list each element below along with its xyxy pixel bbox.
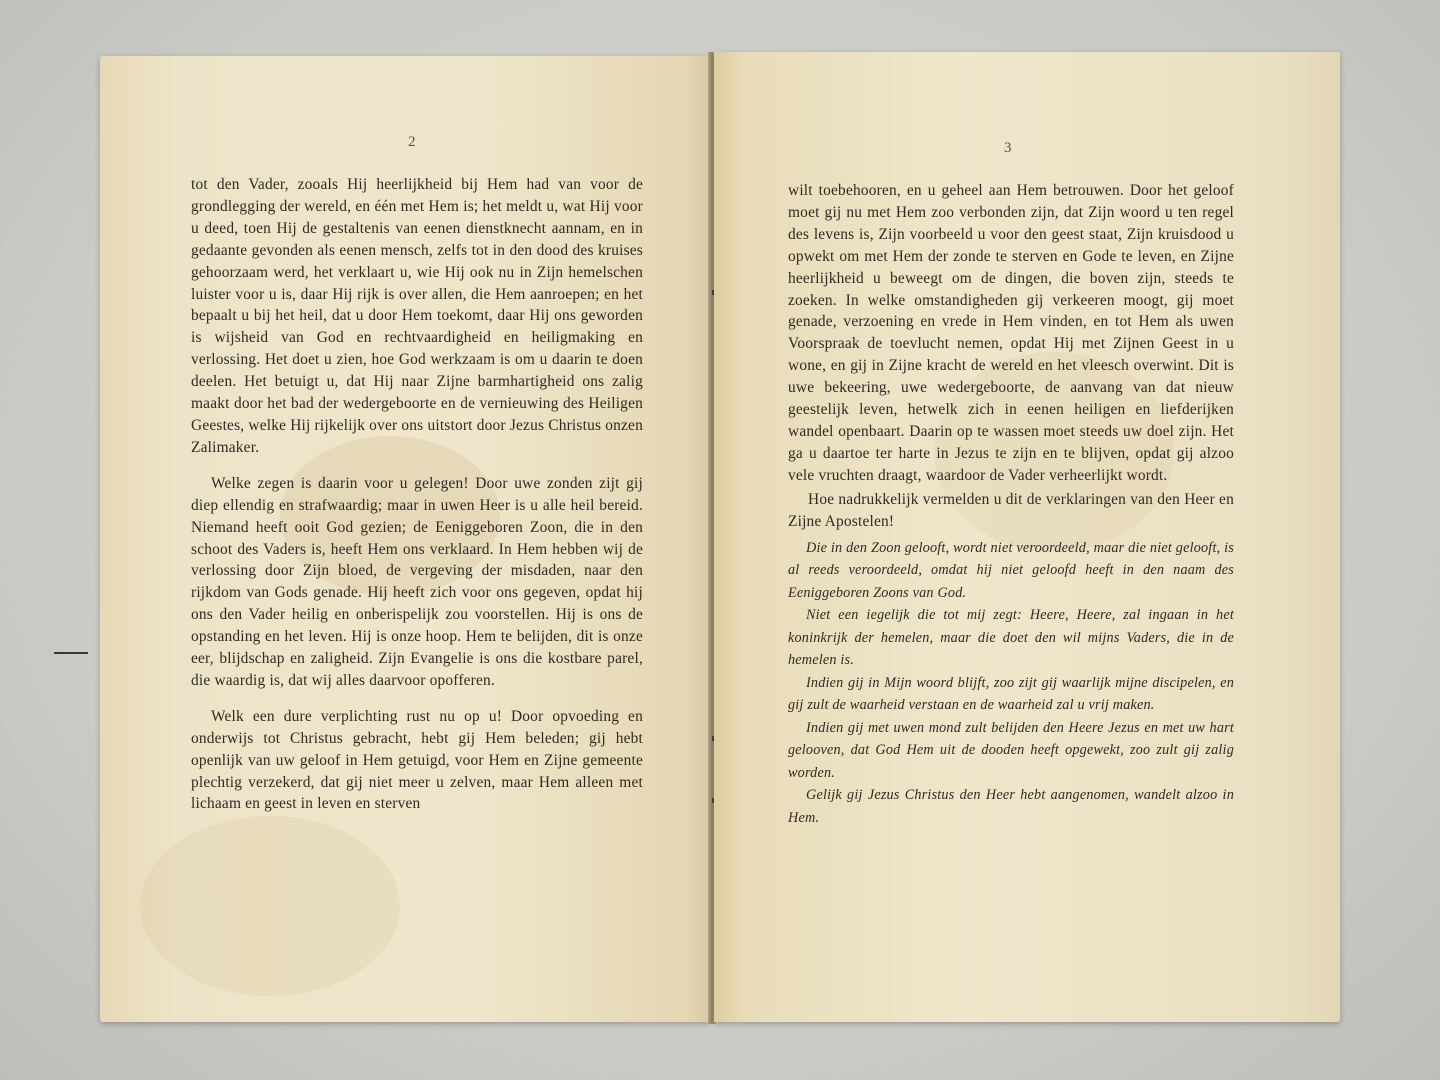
- scripture-quotes: [788, 537, 1234, 830]
- page-number: 3: [1004, 140, 1012, 156]
- left-page: [100, 56, 710, 1022]
- quote: Die in den Zoon gelooft, wordt niet veroordeeld, maar die niet gelooft, is al reeds veroordeeld, omdat hij niet geloofd heeft in den naam des Eeniggeboren Zoons van God.: [788, 539, 1234, 601]
- paper-stain: [140, 816, 400, 996]
- ruler-mark: [54, 652, 88, 654]
- paragraph: Hoe nadrukkelijk vermelden u dit de verklaringen van den Heer en Zijne Apostelen!: [788, 490, 1234, 530]
- right-page: [714, 52, 1340, 1022]
- paragraph: Welke zegen is daarin voor u gelegen! Door uwe zonden zijt gij diep ellendig en strafwaardig; maar in uwen Heer is u alle heil bereid. Niemand heeft ooit God gezien; de Eeniggeboren Zoon, die in den schoot des Vaders is, heeft Hem ons verklaard. In Hem hebben wij de verlossing door Zijn bloed, de vergeving der misdaden, naar den rijkdom van Gods genade. Hij heeft zich voor ons gegeven, opdat hij ons den Vader heilig en onberispelijk zou voorstellen. Hij is ons de opstanding en het leven. Hij is onze hoop. Hem te belijden, dit is onze eer, blijdschap en zaligheid. Zijn Evangelie is ons die kostbare parel, die waardig is, dat wij alles daarvoor opofferen.: [191, 474, 643, 689]
- quote: Indien gij met uwen mond zult belijden den Heere Jezus en met uw hart gelooven, dat God Hem uit de dooden heeft opgewekt, zoo zult gij zalig worden.: [788, 719, 1234, 781]
- page-number: 2: [408, 134, 416, 150]
- left-page-body: [191, 174, 643, 815]
- paragraph: Welk een dure verplichting rust nu op u! Door opvoeding en onderwijs tot Christus gebracht, hebt gij Hem beleden; gij hebt openlijk van uw geloof in Hem getuigd, voor Hem en Zijne gemeente plechtig verzekerd, dat gij niet meer u zelven, maar Hem alleen met lichaam en geest in leven en sterven: [191, 707, 643, 813]
- paragraph: tot den Vader, zooals Hij heerlijkheid bij Hem had van voor de grondlegging der wereld, en één met Hem is; het meldt u, wat Hij voor u deed, toen Hij de gestaltenis van eenen dienstknecht aannam, en in gedaante gevonden als eenen mensch, zelfs tot in den dood des kruises gehoorzaam werd, het verklaart u, wie Hij ook nu in Zijn hemelschen luister voor u is, daar Hij rijk is over allen, die Hem aanroepen; en het bepaalt u bij het heil, dat u door Hem toekomt, daar Hij ons geworden is wijsheid van God en rechtvaardigheid en heiligmaking en verlossing. Het doet u zien, hoe God werkzaam is om u daarin te doen deelen. Het betuigt u, dat Hij naar Zijne barmhartigheid ons zalig maakt door het bad der wedergeboorte en de vernieuwing des Heiligen Geestes, welke Hij rijkelijk over ons uitstort door Jezus Christus onzen Zalimaker.: [191, 176, 643, 456]
- quote: Gelijk gij Jezus Christus den Heer hebt aangenomen, wandelt alzoo in Hem.: [788, 787, 1234, 826]
- quote: Indien gij in Mijn woord blijft, zoo zijt gij waarlijk mijne discipelen, en gij zult de waarheid verstaan en de waarheid zal u vrij maken.: [788, 674, 1234, 713]
- quote: Niet een iegelijk die tot mij zegt: Heere, Heere, zal ingaan in het koninkrijk der hemelen, maar die doet den wil mijns Vaders, die in de hemelen is.: [788, 607, 1234, 668]
- right-page-body: [788, 180, 1234, 829]
- paragraph: wilt toebehooren, en u geheel aan Hem betrouwen. Door het geloof moet gij nu met Hem zoo verbonden zijn, dat Zijn woord u ten regel des levens is, Zijn voorbeeld u voor den geest staat, Zijn kruisdood u opwekt om met Hem der zonde te sterven en Gode te leven, en Zijne heerlijkheid u beweegt om de dingen, die boven zijn, steeds te zoeken. In welke omstandigheden gij verkeeren moogt, gij moet genade, verzoening en vrede in Hem vinden, en tot Hem als uwen Voorspraak de toevlucht nemen, opdat Hij met Zijnen Geest in u wone, en gij in Zijne kracht de wereld en het vleesch overwint. Dit is uwe bekeering, uwe wedergeboorte, de aanvang van dat nieuw geestelijk leven, hetwelk zich in eenen heiligen en liefderijken wandel openbaart. Daarin op te wassen moet steeds uw doel zijn. Het ga u daartoe ter harte in Jezus te zijn en te blijven, opdat gij alzoo vele vruchten draagt, waardoor de Vader verheerlijkt wordt.: [788, 182, 1234, 484]
